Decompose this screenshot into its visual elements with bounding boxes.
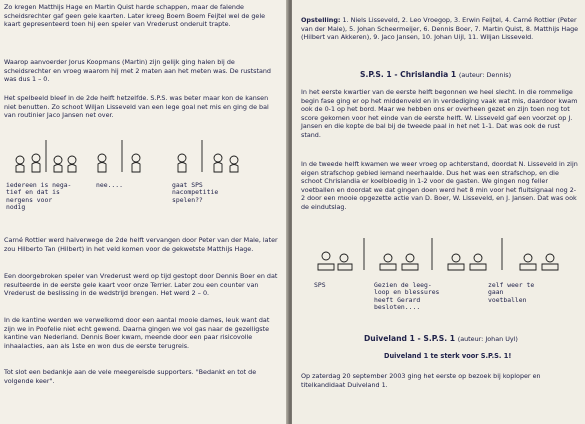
match-heading-2-author: (auteur: Johan Uyl) (457, 335, 518, 343)
left-paragraph-1: Zo kregen Matthijs Hage en Martin Quist harde schappen, maar de falende scheidsrechter gaf geen gele kaarten. Later kreeg Boem Boem Feijtel wel de gele kaart gepresenteerd toen hij een speler van Vrederust onderuit trapte. (4, 3, 266, 29)
cartoon-caption-right-2: Gezien de leeg- loop en blessures heeft Gerard besloten.... (374, 281, 440, 312)
match-heading-1-author: (auteur: Dennis) (458, 71, 512, 79)
cartoon-caption-2: nee.... (96, 181, 123, 189)
right-paragraph-3: Op zaterdag 20 september 2003 ging het eerste op bezoek bij koploper en titelkandidaat Duiveland 1. (301, 372, 541, 389)
match-subheading: Duiveland 1 te sterk voor S.P.S. 1! (384, 352, 512, 360)
cartoon-strip-figures-right (306, 236, 576, 276)
lineup-label: Opstelling: (301, 16, 341, 24)
left-paragraph-4: Carné Rottier werd halverwege de 2de helft vervangen door Peter van der Male, later zou Hilberto Tan (Hilbert) in het veld komen voor de gekwetste Matthijs Hage. (4, 236, 278, 253)
left-page (0, 0, 288, 424)
match-heading-1 (360, 70, 511, 79)
cartoon-caption-right-3: zelf weer te gaan voetballen (488, 281, 535, 304)
match-heading-1-title: S.P.S. 1 - Chrislandia 1 (360, 70, 457, 79)
cartoon-caption-3: gaat SPS nacompetitie spelen?? (172, 181, 219, 204)
lineup-paragraph (301, 16, 580, 42)
lineup-text: 1. Niels Lisseveld, 2. Leo Vroegop, 3. Erwin Feijtel, 4. Carné Rottier (Peter van der Male), 5. Johan Scheermeijer, 6. Dennis Boer, 7. Martin Quist, 8. Matthijs Hage (Hilbert van Akkeren), 9. Jaco Jansen, 10. Johan Uijl, 11. Wiljan Lisseveld. (301, 16, 579, 42)
right-paragraph-2: In de tweede helft kwamen we weer vroeg op achterstand, doordat N. Lisseveld in zijn eigen strafschop gebied iemand neerhaalde. Dus het was een strafschop, en die schoot Chrislandia er koelbloedig in 1-2 voor de gasten. We gingen nog feller voetballen en doordat we dat gingen doen werd het 8 min voor het fluitsignaal nog 2-2 door een mooie opgezette actie van D. Boer, W. Lisseveld, en J. Jansen. Dat was ook de eindutslag. (301, 160, 578, 211)
cartoon-caption-1: iedereen is nega- tief en dat is nergens voor nodig (6, 181, 72, 212)
right-paragraph-1: In het eerste kwartier van de eerste helft begonnen we heel slecht. In die rommelige begin fase ging er op het middenveld en in verdediging vaak wat mis, daardoor kwam ook de 0-1 op het bord. Maar we hebben ons er overheen gezet en zijn toen nog tot score gekomen voor het einde van de eerste helft. W. Lisseveld gaf een voorzet op J. Jansen en die kopte de bal bij de tweede paal in het net 1-1. Dat was ook de rust stand. (301, 88, 578, 139)
left-paragraph-6: In de kantine werden we verwelkomd door een aantal mooie dames, leuk want dat zijn we in Poofelie niet echt gewend. Daarna gingen we vol gas naar de gezelligste kantine van Nederland. Dennis Boer kwam, meende door een paar risicovolle inhaalacties, aan als 1ste en won dus de eerste terugreis. (4, 316, 270, 350)
left-paragraph-2: Waarop aanvoerder Jorus Koopmans (Martin) zijn gelijk ging halen bij de scheidsrechter en vroeg waarom hij met 2 maten aan het meten was. De ruststand was dus 1 – 0. (4, 58, 271, 84)
left-paragraph-7: Tot slot een bedankje aan de vele meegereisde supporters. "Bedankt en tot de volgende keer". (4, 368, 257, 385)
match-heading-2-title: Duiveland 1 - S.P.S. 1 (364, 334, 456, 343)
left-paragraph-5: Een doorgebroken speler van Vrederust werd op tijd gestopt door Dennis Boer en dat resulteerde in de eerste gele kaart voor onze Terrier. Later zou een counter van Vrederust de beslissing in de wedstrijd brengen. Het werd 2 – 0. (4, 272, 278, 298)
left-paragraph-3: Het spelbeeld bleef in de 2de helft hetzelfde. S.P.S. was beter maar kon de kansen niet benutten. Zo schoot Wiljan Lisseveld van een lege goal net mis en ging de bal van routinier Jaco Jansen net over. (4, 94, 269, 120)
cartoon-strip-figures (6, 138, 276, 180)
right-page (292, 0, 585, 424)
match-heading-2 (364, 334, 518, 343)
cartoon-caption-right-1: SPS (314, 281, 326, 289)
